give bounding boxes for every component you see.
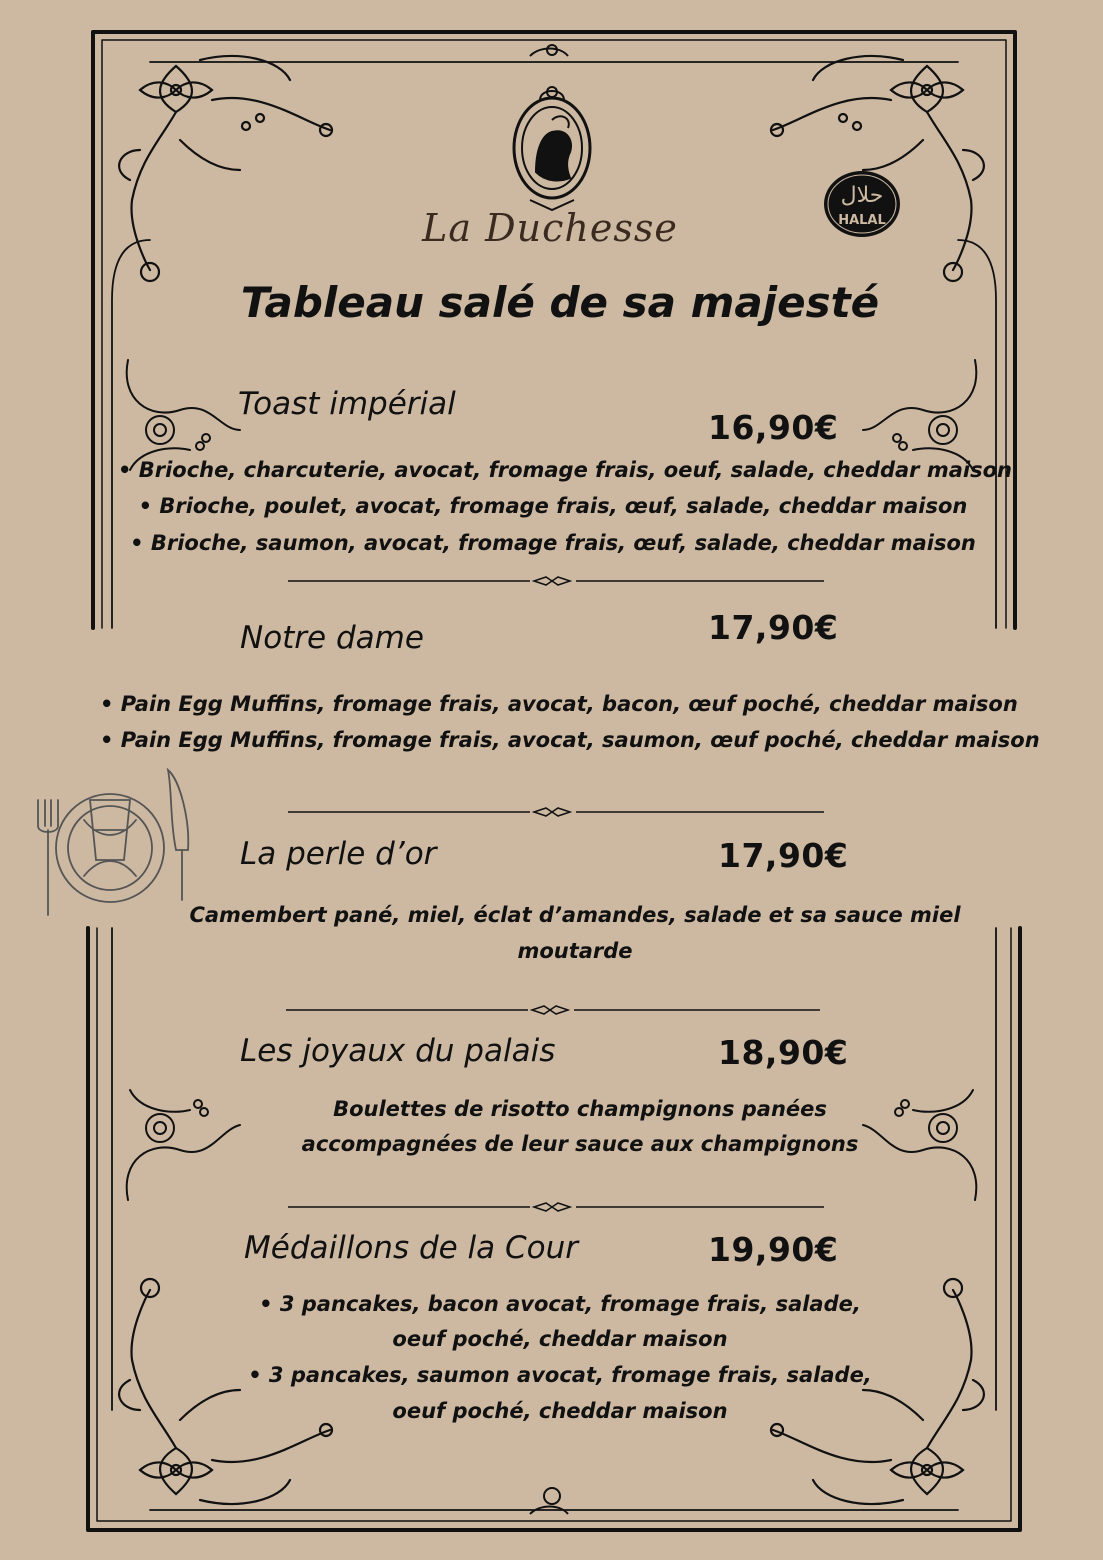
flourish-ornament-icon xyxy=(863,360,976,470)
item-description-line: accompagnées de leur sauce aux champignons xyxy=(301,1132,859,1156)
divider-ornament-icon xyxy=(288,1203,824,1211)
place-setting-icon xyxy=(38,770,188,915)
item-price: 18,90€ xyxy=(718,1033,849,1072)
item-name: Toast impérial xyxy=(238,386,456,422)
cameo-portrait-icon xyxy=(514,87,590,210)
brand-name: La Duchesse xyxy=(422,206,678,250)
menu-title: Tableau salé de sa majesté xyxy=(240,278,880,327)
item-name: Les joyaux du palais xyxy=(240,1033,556,1069)
item-description-line: • Pain Egg Muffins, fromage frais, avocat, saumon, œuf poché, cheddar maison xyxy=(100,728,1040,752)
item-description-line: • 3 pancakes, saumon avocat, fromage frais, salade, xyxy=(248,1363,872,1387)
item-name: Notre dame xyxy=(240,620,424,656)
item-description-line: • Brioche, poulet, avocat, fromage frais, œuf, salade, cheddar maison xyxy=(138,494,968,518)
item-description-line: • Brioche, saumon, avocat, fromage frais, œuf, salade, cheddar maison xyxy=(130,531,976,555)
flourish-ornament-icon xyxy=(127,360,240,470)
item-price: 19,90€ xyxy=(708,1230,839,1269)
divider-ornament-icon xyxy=(288,808,824,816)
flourish-ornament-icon xyxy=(119,56,332,281)
divider-ornament-icon xyxy=(286,1006,820,1014)
item-description-line: • Brioche, charcuterie, avocat, fromage frais, oeuf, salade, cheddar maison xyxy=(118,458,1012,482)
halal-arabic-text: حلال xyxy=(840,183,884,208)
item-description-line: • 3 pancakes, bacon avocat, fromage frais, salade, xyxy=(259,1292,861,1316)
item-description-line: oeuf poché, cheddar maison xyxy=(392,1327,728,1351)
halal-badge-icon xyxy=(822,168,902,238)
item-description-line: Boulettes de risotto champignons panées xyxy=(333,1097,827,1121)
item-name: Médaillons de la Cour xyxy=(244,1230,579,1266)
item-name: La perle d’or xyxy=(240,836,437,872)
item-description-line: Camembert pané, miel, éclat d’amandes, salade et sa sauce miel xyxy=(189,903,961,927)
item-description-line: • Pain Egg Muffins, fromage frais, avocat, bacon, œuf poché, cheddar maison xyxy=(100,692,1018,716)
divider-ornament-icon xyxy=(288,577,824,585)
item-description-line: oeuf poché, cheddar maison xyxy=(392,1399,728,1423)
halal-label: HALAL xyxy=(838,213,886,228)
item-price: 17,90€ xyxy=(718,836,849,875)
item-price: 16,90€ xyxy=(708,408,839,447)
item-price: 17,90€ xyxy=(708,608,839,647)
item-description-line: moutarde xyxy=(517,939,633,963)
